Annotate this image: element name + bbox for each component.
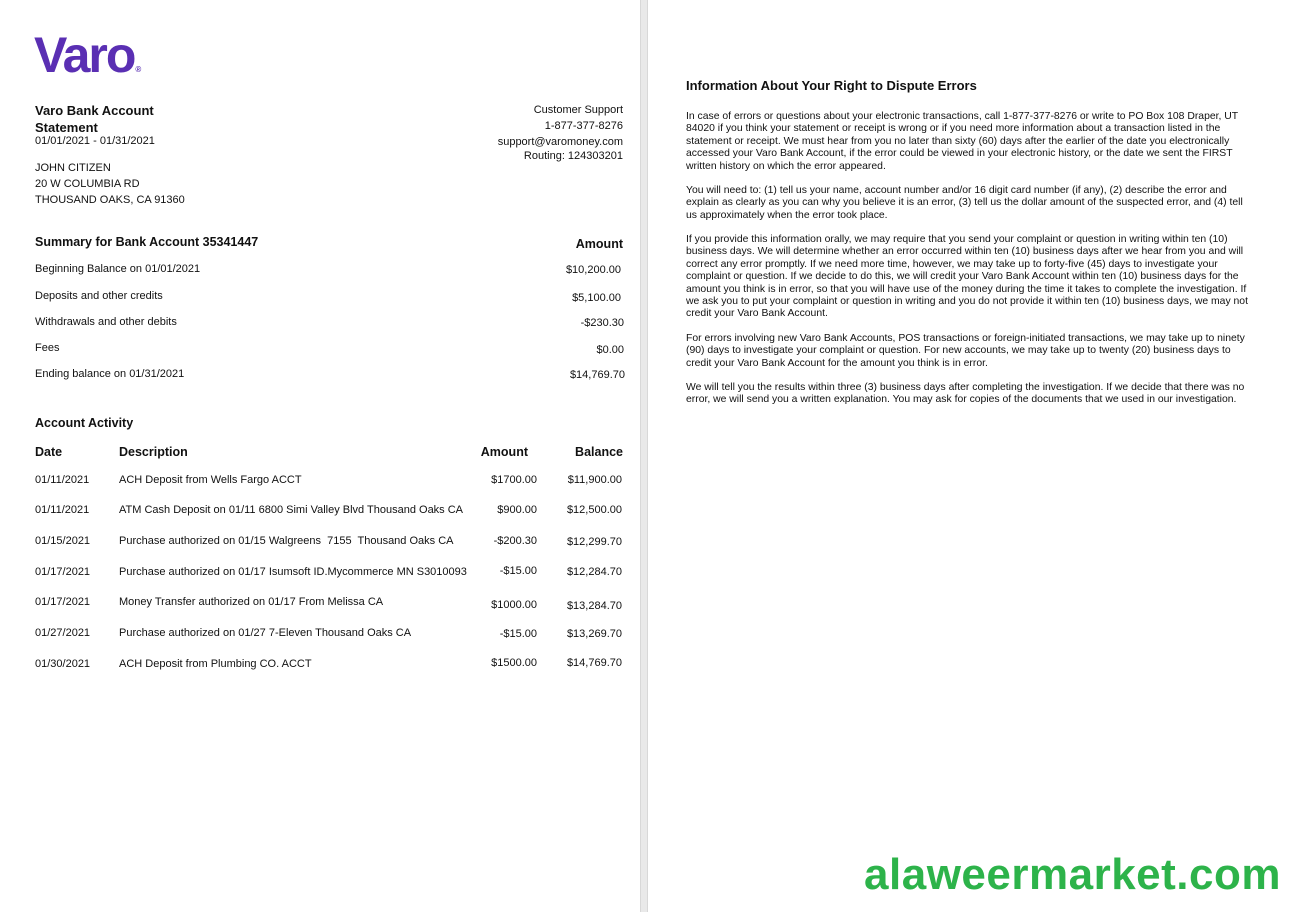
activity-col-balance: Balance (575, 445, 623, 459)
activity-amount: $900.00 (497, 504, 537, 516)
activity-amount: -$200.30 (493, 535, 537, 547)
activity-description: Purchase authorized on 01/15 Walgreens 7155 Thousand Oaks CA (119, 535, 454, 547)
summary-row-label: Fees (35, 342, 60, 354)
support-email: support@varomoney.com (497, 136, 623, 148)
summary-row-label: Withdrawals and other debits (35, 316, 177, 328)
dispute-title: Information About Your Right to Dispute Errors (686, 78, 977, 93)
dispute-info-page (648, 0, 1293, 912)
activity-balance: $12,299.70 (566, 536, 622, 548)
summary-row-value: $0.00 (596, 344, 624, 356)
activity-col-date: Date (35, 445, 63, 459)
activity-description: Purchase authorized on 01/27 7-Eleven Thousand Oaks CA (119, 627, 412, 639)
activity-date: 01/17/2021 (35, 566, 91, 578)
activity-amount: -$15.00 (499, 565, 537, 577)
activity-balance: $14,769.70 (566, 657, 622, 669)
summary-row-label: Beginning Balance on 01/01/2021 (35, 263, 201, 275)
summary-row-label: Ending balance on 01/31/2021 (35, 368, 185, 380)
activity-balance: $12,500.00 (566, 504, 622, 516)
support-label: Customer Support (533, 104, 623, 116)
summary-row-label: Deposits and other credits (35, 290, 163, 302)
activity-amount: $1000.00 (491, 599, 537, 611)
activity-amount: $1500.00 (491, 657, 537, 669)
activity-heading: Account Activity (35, 416, 134, 430)
activity-balance: $13,269.70 (566, 628, 622, 640)
watermark-text: alaweermarket.com (864, 850, 1281, 899)
dispute-paragraph: In case of errors or questions about your electronic transactions, call 1-877-377-8276 or write to PO Box 108 Draper, UT 84020 if you think your statement or receipt is wrong or if you need more information about a transaction listed in the statement or receipt. We must hear from you no later than sixty (60) days after the earlier of the date you electronically accessed your Varo Bank Account, if the error could be viewed in your electronic history, or the date we sent the FIRST written history on which the error appeared. (686, 111, 1238, 172)
activity-description: Money Transfer authorized on 01/17 From Melissa CA (119, 596, 384, 608)
activity-date: 01/11/2021 (35, 474, 90, 486)
summary-heading: Summary for Bank Account 35341447 (35, 235, 259, 249)
dispute-paragraph: For errors involving new Varo Bank Accounts, POS transactions or foreign-initiated transactions, we may take up to ninety (90) days to investigate your complaint or question. For new accounts, we may take up to twenty (20) business days to credit your Varo Bank Account for the amount you think is in error. (686, 333, 1245, 369)
summary-amount-header: Amount (575, 237, 623, 251)
statement-title-line2: Statement (35, 120, 98, 135)
page-divider (640, 0, 648, 912)
statement-period: 01/01/2021 - 01/31/2021 (35, 135, 155, 147)
activity-date: 01/27/2021 (35, 627, 91, 639)
statement-title-line1: Varo Bank Account (35, 103, 154, 118)
statement-page (0, 0, 640, 912)
dispute-paragraph: You will need to: (1) tell us your name, account number and/or 16 digit card number (if any), (2) describe the error and explain as clearly as you can why you believe it is an error, (3) tell us the dollar amount of the suspected error, and (4) tell us approximately when the error took place. (686, 185, 1243, 221)
activity-col-description: Description (119, 445, 188, 459)
summary-row-value: $10,200.00 (565, 264, 621, 276)
activity-col-amount: Amount (480, 445, 528, 459)
support-phone: 1-877-377-8276 (544, 120, 623, 132)
activity-description: ACH Deposit from Wells Fargo ACCT (119, 474, 302, 486)
summary-row-value: $5,100.00 (572, 292, 621, 304)
activity-date: 01/15/2021 (35, 535, 91, 547)
dispute-paragraph: If you provide this information orally, we may require that you send your complaint or question in writing within ten (10) business days. We will determine whether an error occurred within ten (10) business days after we hear from you and will correct any error promptly. If we need more time, however, we may take up to forty-five (45) days to investigate your complaint or question. If we decide to do this, we will credit your Varo Bank Account within ten (10) business days for the amount you think is in error, so that you will have use of the money during the time it takes to complete the investigation. If we ask you to put your complaint or question in writing and you do not provide it within ten (10) business days, we may not credit your Varo Bank Account. (686, 234, 1248, 320)
activity-date: 01/30/2021 (35, 658, 91, 670)
customer-name: JOHN CITIZEN (35, 162, 111, 174)
activity-amount: -$15.00 (499, 628, 537, 640)
activity-balance: $12,284.70 (566, 566, 622, 578)
summary-row-value: $14,769.70 (569, 369, 625, 381)
varo-logo: Varo® (34, 27, 142, 83)
activity-date: 01/17/2021 (35, 596, 91, 608)
activity-balance: $11,900.00 (567, 474, 622, 486)
statement-title (35, 102, 154, 136)
activity-description: ATM Cash Deposit on 01/11 6800 Simi Valley Blvd Thousand Oaks CA (119, 504, 464, 516)
activity-balance: $13,284.70 (566, 600, 622, 612)
activity-amount: $1700.00 (491, 474, 537, 486)
activity-date: 01/11/2021 (35, 504, 90, 516)
activity-description: Purchase authorized on 01/17 Isumsoft ID.Mycommerce MN S3010093 (119, 566, 467, 578)
customer-city: THOUSAND OAKS, CA 91360 (35, 194, 185, 206)
activity-description: ACH Deposit from Plumbing CO. ACCT (119, 658, 312, 670)
customer-street: 20 W COLUMBIA RD (35, 178, 140, 190)
summary-row-value: -$230.30 (580, 317, 624, 329)
dispute-paragraph: We will tell you the results within three (3) business days after completing the investigation. If we decide that there was no error, we will send you a written explanation. You may ask for copies of the documents that we used in our investigation. (686, 382, 1245, 406)
routing-number: Routing: 124303201 (523, 150, 623, 162)
